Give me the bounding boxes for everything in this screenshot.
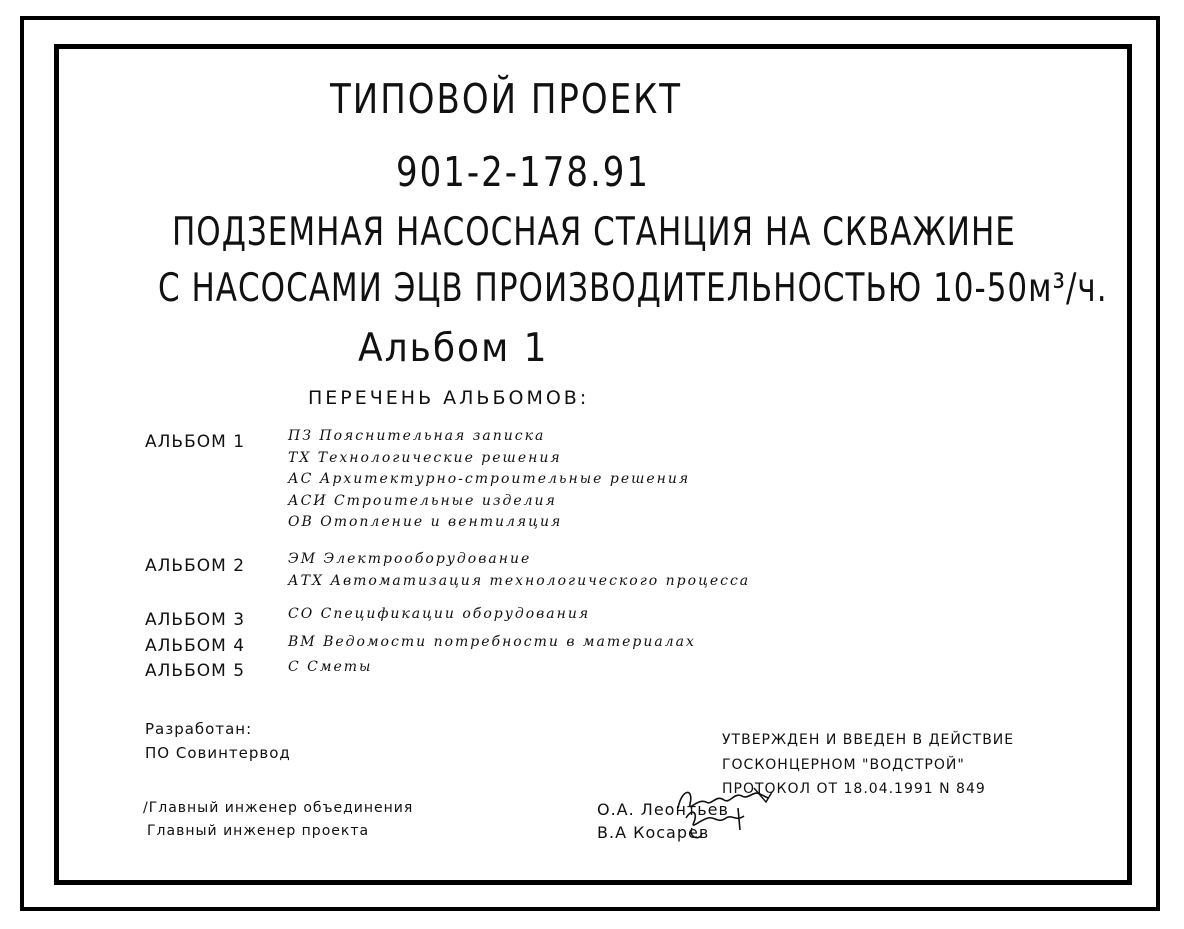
- project-number: 901-2-178.91: [396, 149, 651, 197]
- album-2-name: АЛЬБОМ 2: [145, 556, 246, 576]
- album-1-name: АЛЬБОМ 1: [145, 432, 246, 452]
- handwritten-signature: [668, 778, 798, 848]
- approval-line-2: ГОСКОНЦЕРНОМ "ВОДСТРОЙ": [722, 757, 965, 773]
- album-title: Альбом 1: [358, 326, 549, 372]
- album-1-item: ОВ Отопление и вентиляция: [288, 514, 563, 530]
- album-1-item: АС Архитектурно-строительные решения: [288, 471, 691, 487]
- signatory-1-position: /Главный инженер объединения: [143, 800, 414, 816]
- developer-org: ПО Совинтервод: [145, 744, 291, 762]
- developer-label: Разработан:: [145, 720, 253, 738]
- album-4-item: ВМ Ведомости потребности в материалах: [288, 634, 696, 650]
- album-2-item: АТХ Автоматизация технологического процесса: [288, 573, 751, 589]
- album-5-item: С Сметы: [288, 659, 373, 675]
- signatory-2-name: В.А Косарев: [597, 823, 710, 842]
- album-1-item: АСИ Строительные изделия: [288, 493, 557, 509]
- doc-type-heading: ТИПОВОЙ ПРОЕКТ: [330, 76, 683, 124]
- album-1-item: ПЗ Пояснительная записка: [288, 428, 546, 444]
- album-list-heading: ПЕРЕЧЕНЬ АЛЬБОМОВ:: [308, 387, 590, 409]
- project-title-line-2: С НАСОСАМИ ЭЦВ ПРОИЗВОДИТЕЛЬНОСТЬЮ 10-50м³/ч.: [158, 266, 1108, 311]
- album-4-name: АЛЬБОМ 4: [145, 636, 246, 656]
- album-3-name: АЛЬБОМ 3: [145, 610, 246, 630]
- album-5-name: АЛЬБОМ 5: [145, 661, 246, 681]
- signatory-1-name: О.А. Леонтьев: [597, 800, 729, 819]
- signatory-2-position: Главный инженер проекта: [147, 823, 370, 839]
- approval-line-1: УТВЕРЖДЕН И ВВЕДЕН В ДЕЙСТВИЕ: [722, 732, 1015, 748]
- album-3-item: СО Спецификации оборудования: [288, 606, 591, 622]
- project-title-line-1: ПОДЗЕМНАЯ НАСОСНАЯ СТАНЦИЯ НА СКВАЖИНЕ: [172, 210, 1016, 255]
- album-1-item: ТХ Технологические решения: [288, 450, 562, 466]
- album-2-item: ЭМ Электрооборудование: [288, 551, 532, 567]
- approval-line-3: ПРОТОКОЛ ОТ 18.04.1991 N 849: [722, 781, 986, 797]
